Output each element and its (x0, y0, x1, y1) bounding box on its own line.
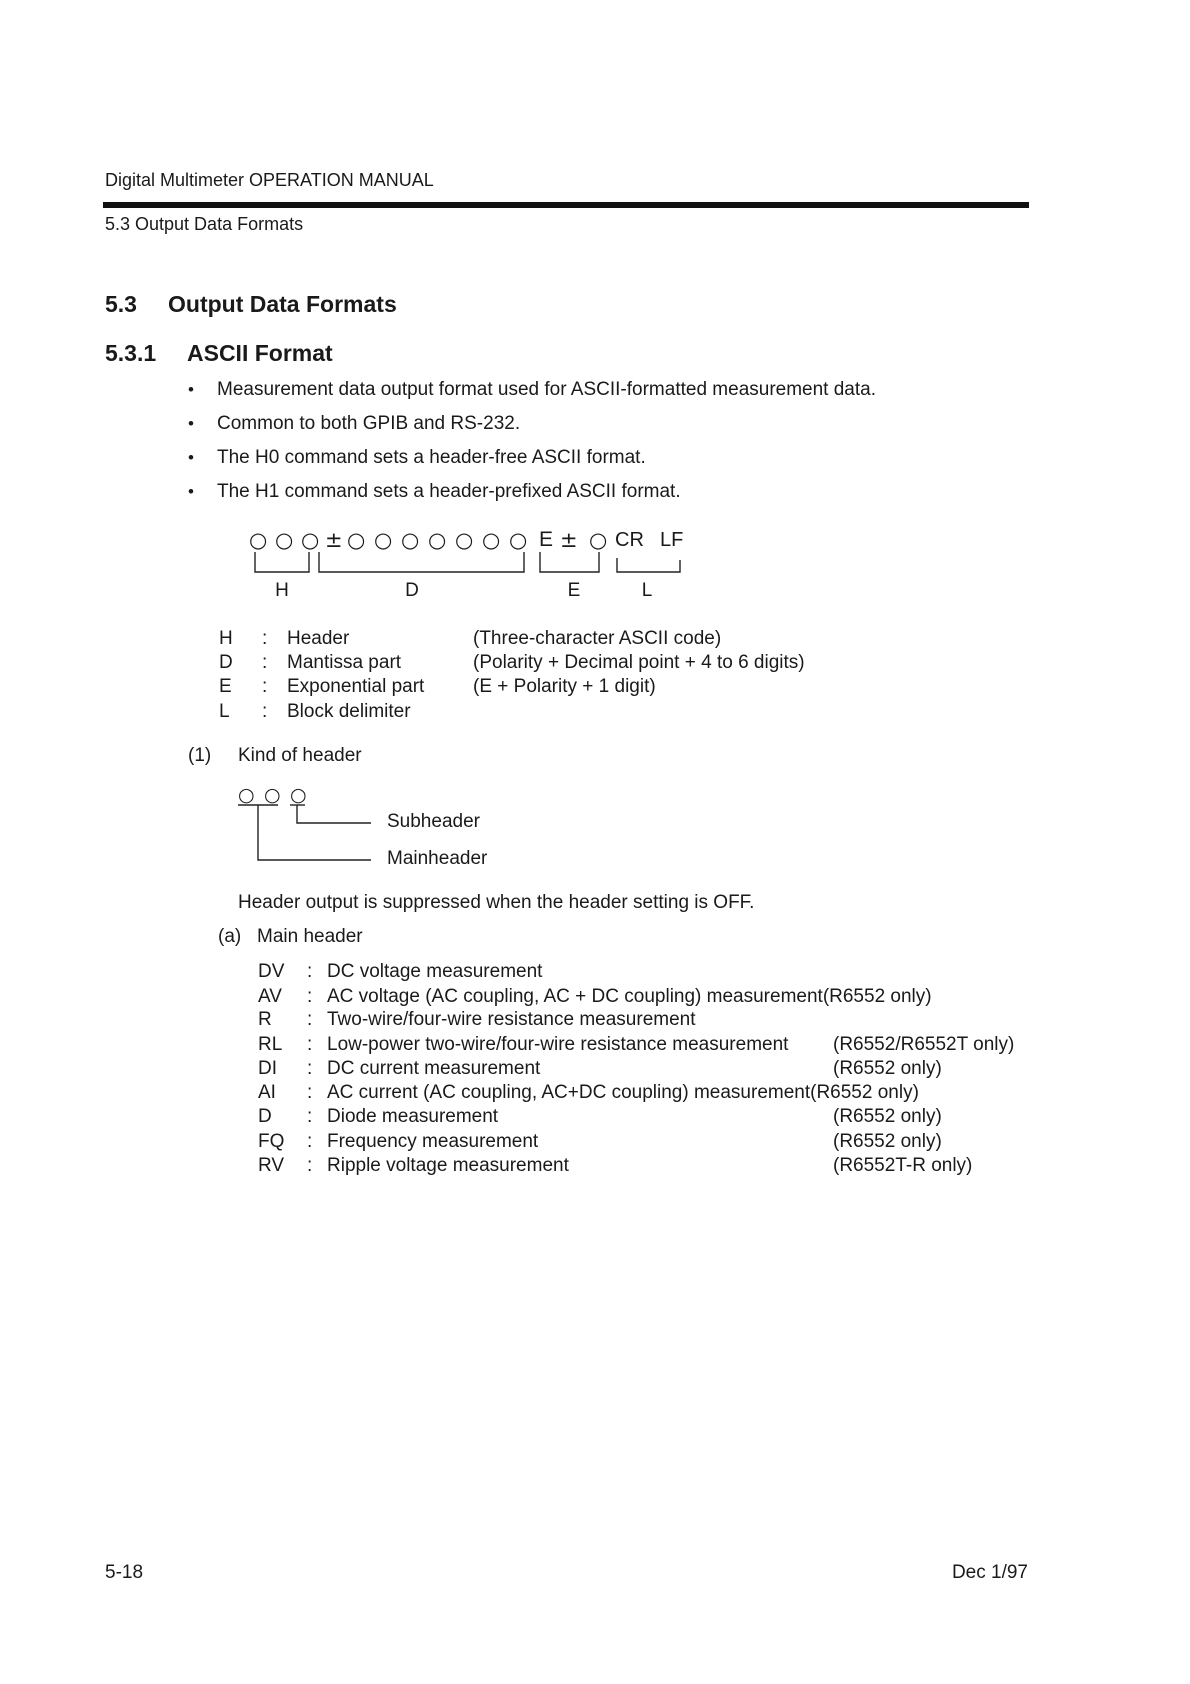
bullet-item: The H1 command sets a header-prefixed ASCII format. (217, 481, 681, 502)
format-token-d: ○ (347, 528, 366, 552)
bullet-item: The H0 command sets a header-free ASCII format. (217, 447, 646, 468)
format-token-d: ○ (509, 528, 528, 552)
format-token-l: LF (660, 529, 684, 551)
item-number: (1) (188, 745, 212, 766)
running-header-title: Digital Multimeter OPERATION MANUAL (105, 170, 434, 190)
legend-name: Header (287, 628, 350, 649)
header-separator: : (307, 1034, 313, 1055)
header-description: DC voltage measurement (327, 961, 543, 982)
header-description: Low-power two-wire/four-wire resistance measurement (327, 1034, 789, 1055)
header-separator: : (307, 961, 313, 982)
format-token-e: ○ (589, 528, 608, 552)
format-token-d: ○ (401, 528, 420, 552)
format-token-d: ○ (428, 528, 447, 552)
format-token-d: ○ (482, 528, 501, 552)
header-separator: : (307, 1009, 313, 1030)
header-separator: : (307, 1058, 313, 1079)
legend-key: E (219, 676, 232, 697)
header-description: AC current (AC coupling, AC+DC coupling) measurement(R6552 only) (327, 1082, 919, 1103)
revision-date: Dec 1/97 (951, 1562, 1028, 1583)
bullet-dot-icon: • (188, 380, 194, 399)
section-title: Output Data Formats (168, 291, 397, 317)
header-separator: : (307, 1082, 313, 1103)
format-token-e: E (539, 528, 554, 551)
section-number: 5.3 (105, 291, 137, 317)
header-code: AI (258, 1082, 276, 1103)
bullet-item: Common to both GPIB and RS-232. (217, 413, 521, 434)
header-separator: : (307, 1106, 313, 1127)
legend-name: Block delimiter (287, 701, 411, 722)
legend-name: Exponential part (287, 676, 425, 697)
bracket-label-l: L (641, 580, 653, 601)
subitem-label: (a) (218, 926, 242, 947)
main-header-leader (258, 805, 371, 860)
format-token-e: ± (560, 528, 578, 552)
format-token-d: ○ (374, 528, 393, 552)
bullet-item: Measurement data output format used for ASCII-formatted measurement data. (217, 379, 876, 400)
header-symbol: ○ (238, 784, 255, 806)
subsection-number: 5.3.1 (105, 340, 157, 366)
header-symbol: ○ (264, 784, 281, 806)
header-model-note: (R6552 only) (833, 1131, 942, 1152)
format-token-h: ○ (249, 528, 268, 552)
format-token-d: ○ (455, 528, 474, 552)
format-token-h: ○ (301, 528, 320, 552)
running-header-section: 5.3 Output Data Formats (105, 214, 304, 234)
header-separator: : (307, 1155, 313, 1176)
header-description: DC current measurement (327, 1058, 541, 1079)
format-token-l: CR (615, 529, 644, 551)
bullet-dot-icon: • (188, 414, 194, 433)
header-separator: : (307, 1131, 313, 1152)
page-number: 5-18 (105, 1562, 144, 1583)
header-description: Frequency measurement (327, 1131, 539, 1152)
item-title: Kind of header (238, 745, 362, 766)
header-code: RL (258, 1034, 283, 1055)
header-code: D (258, 1106, 272, 1127)
bullet-dot-icon: • (188, 482, 194, 501)
header-description: Two-wire/four-wire resistance measurement (327, 1009, 696, 1030)
format-token-d: ± (325, 528, 343, 552)
legend-separator: : (262, 652, 268, 673)
legend-detail: (Polarity + Decimal point + 4 to 6 digits) (473, 652, 805, 673)
header-code: DV (258, 961, 285, 982)
format-token-h: ○ (275, 528, 294, 552)
header-separator: : (307, 986, 313, 1007)
legend-key: D (219, 652, 233, 673)
legend-separator: : (262, 676, 268, 697)
header-model-note: (R6552T-R only) (833, 1155, 973, 1176)
header-code: AV (258, 986, 282, 1007)
bullet-dot-icon: • (188, 448, 194, 467)
legend-detail: (Three-character ASCII code) (473, 628, 722, 649)
header-model-note: (R6552 only) (833, 1058, 942, 1079)
sub-header-leader (297, 805, 371, 823)
legend-separator: : (262, 628, 268, 649)
bracket-label-e: E (567, 580, 581, 601)
subheader-label: Subheader (387, 811, 480, 832)
header-code: R (258, 1009, 272, 1030)
subsection-title: ASCII Format (187, 340, 333, 366)
mainheader-label: Mainheader (387, 848, 488, 869)
header-code: DI (258, 1058, 277, 1079)
subitem-title: Main header (257, 926, 363, 947)
header-symbol: ○ (290, 784, 307, 806)
header-model-note: (R6552/R6552T only) (833, 1034, 1015, 1055)
bracket-label-h: H (275, 580, 289, 601)
bracket-label-d: D (405, 580, 419, 601)
header-description: Diode measurement (327, 1106, 499, 1127)
header-code: RV (258, 1155, 285, 1176)
header-description: AC voltage (AC coupling, AC + DC coupling) measurement(R6552 only) (327, 986, 932, 1007)
legend-separator: : (262, 701, 268, 722)
header-model-note: (R6552 only) (833, 1106, 942, 1127)
header-code: FQ (258, 1131, 285, 1152)
legend-detail: (E + Polarity + 1 digit) (473, 676, 656, 697)
legend-key: H (219, 628, 233, 649)
legend-key: L (219, 701, 230, 722)
header-description: Ripple voltage measurement (327, 1155, 569, 1176)
legend-name: Mantissa part (287, 652, 402, 673)
header-note: Header output is suppressed when the header setting is OFF. (238, 892, 755, 913)
